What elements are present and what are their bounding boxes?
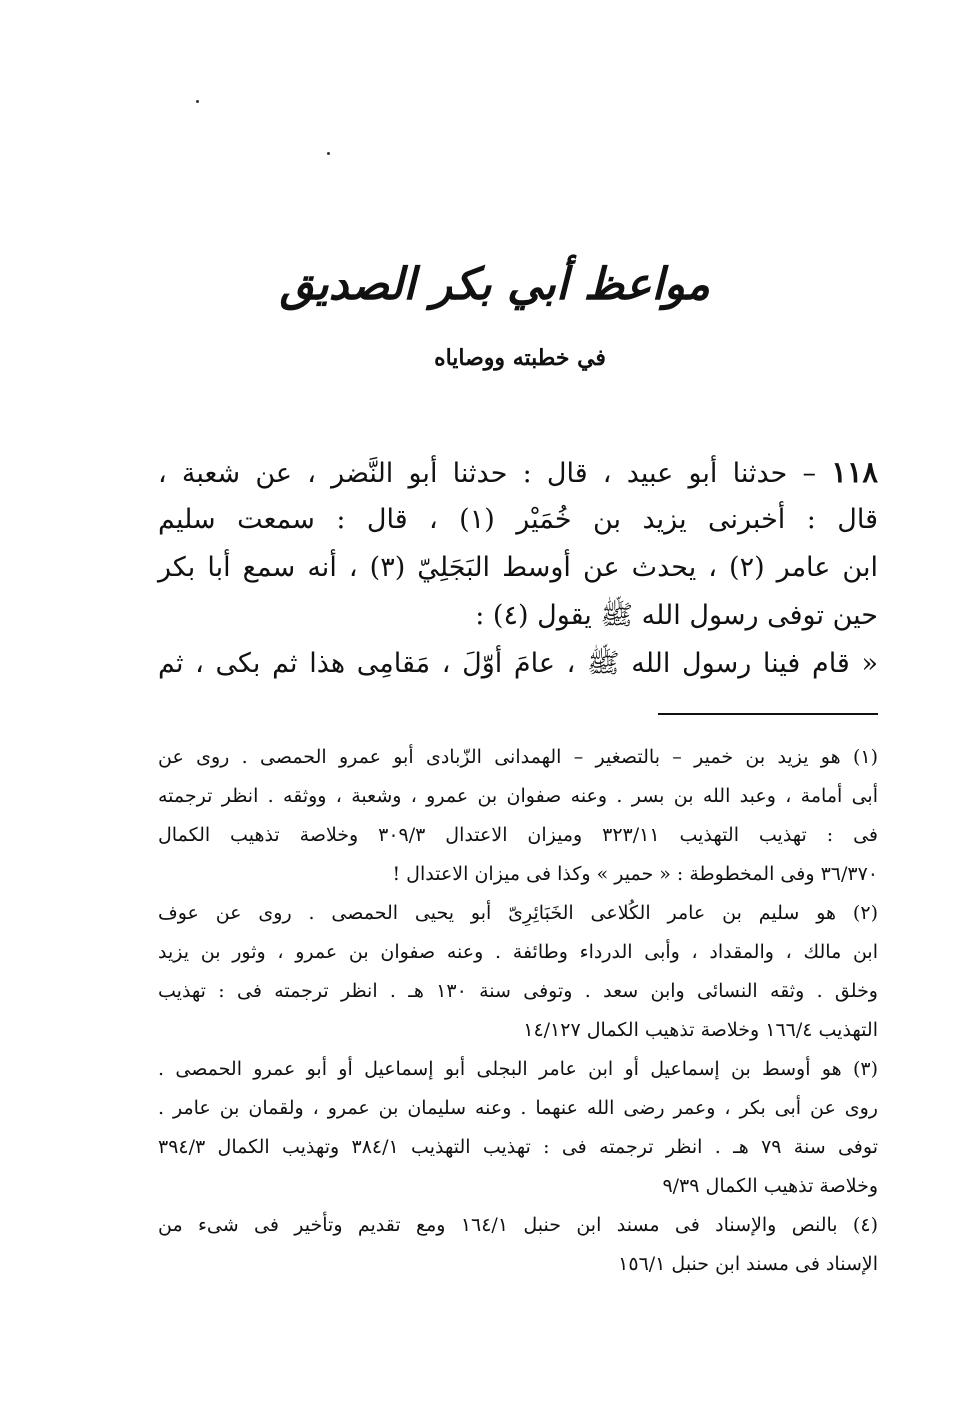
footnote-line: ٣٦/٣٧٠ وفى المخطوطة : « حمير » وكذا فى ميزان الاعتدال ! xyxy=(392,863,878,885)
footnote-line: روى عن أبى بكر ، وعمر رضى الله عنهما . وعنه سليمان بن عمرو ، ولقمان بن عامر . xyxy=(158,1097,878,1119)
text-line xyxy=(158,448,878,496)
text-line: حين توفى رسول الله ﷺ يقول (٤) : xyxy=(475,600,878,631)
text-line-content: – حدثنا أبو عبيد ، قال : حدثنا أبو النَّضر ، عن شعبة ، xyxy=(158,458,817,489)
footnote-separator xyxy=(658,713,878,715)
footnote-3 xyxy=(158,1050,878,1206)
footnote-line: فى : تهذيب التهذيب ٣٢٣/١١ وميزان الاعتدال ٣٠٩/٣ وخلاصة تذهيب الكمال xyxy=(158,824,878,846)
text-line: « قام فينا رسول الله ﷺ ، عامَ أوّلَ ، مَقامِى هذا ثم بكى ، ثم xyxy=(158,648,878,679)
hadith-number: ١١٨ xyxy=(831,455,878,489)
footnote-1 xyxy=(158,738,878,894)
footnote-line: (٢) هو سليم بن عامر الكُلاعى الخَبَائِرِىّ أبو يحيى الحمصى . روى عن عوف xyxy=(158,902,878,924)
text-line: قال : أخبرنى يزيد بن خُمَيْر (١) ، قال : سمعت سليم xyxy=(158,504,878,535)
paper-speck xyxy=(196,100,199,103)
footnote-line: وخلق . وثقه النسائى وابن سعد . وتوفى سنة ١٣٠ هـ . انظر ترجمته فى : تهذيب xyxy=(158,980,878,1002)
footnote-line: التهذيب ١٦٦/٤ وخلاصة تذهيب الكمال ١٤/١٢٧ xyxy=(523,1019,878,1041)
footnote-line: (٣) هو أوسط بن إسماعيل أو ابن عامر البجلى أبو إسماعيل أو أبو عمرو الحمصى . xyxy=(158,1058,878,1080)
text-line: ابن عامر (٢) ، يحدث عن أوسط البَجَلِيّ (٣) ، أنه سمع أبا بكر xyxy=(158,552,879,583)
footnote-line: توفى سنة ٧٩ هـ . انظر ترجمته فى : تهذيب التهذيب ٣٨٤/١ وتهذيب الكمال ٣٩٤/٣ xyxy=(158,1136,878,1158)
footnote-line: (١) هو يزيد بن خمير – بالتصغير – الهمدانى الزّبادى أبو عمرو الحمصى . روى عن xyxy=(158,746,878,768)
footnotes xyxy=(158,738,878,1284)
footnote-line: أبى أمامة ، وعبد الله بن بسر . وعنه صفوان بن عمرو ، وشعبة ، ووثقه . انظر ترجمته xyxy=(158,785,878,807)
footnote-line: (٤) بالنص والإسناد فى مسند ابن حنبل ١٦٤/١ ومع تقديم وتأخير فى شىء من xyxy=(158,1214,878,1236)
footnote-4 xyxy=(158,1206,878,1284)
footnote-line: وخلاصة تذهيب الكمال ٩/٣٩ xyxy=(662,1175,878,1197)
footnote-2 xyxy=(158,894,878,1050)
footnote-line: الإسناد فى مسند ابن حنبل ١٥٦/١ xyxy=(618,1253,878,1275)
footnote-line: ابن مالك ، والمقداد ، وأبى الدرداء وطائفة . وعنه صفوان بن عمرو ، وثور بن يزيد xyxy=(158,941,878,963)
main-text xyxy=(158,448,878,688)
chapter-title: مواعظ أبي بكر الصديق xyxy=(279,259,710,310)
paper-speck xyxy=(327,152,330,155)
chapter-subtitle: في خطبته ووصاياه xyxy=(434,345,606,371)
